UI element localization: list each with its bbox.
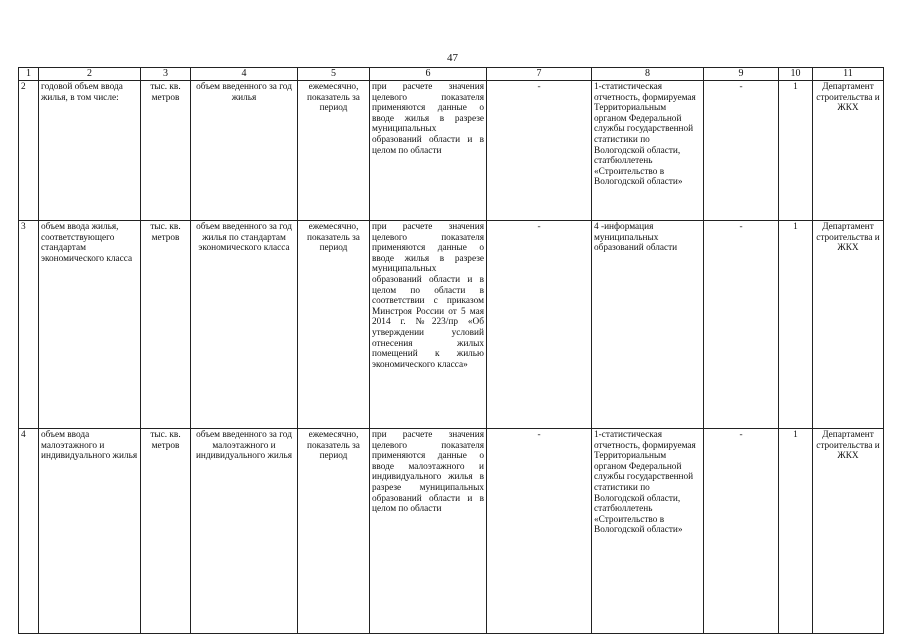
row-number: 2 bbox=[19, 81, 39, 221]
column-9-value: - bbox=[704, 221, 779, 429]
column-7-value: - bbox=[487, 429, 592, 634]
row-number: 3 bbox=[19, 221, 39, 429]
indicator-name: годовой объем ввода жилья, в том числе: bbox=[39, 81, 141, 221]
indicator-name: объем ввода жилья, соответствующего стандартам экономического класса bbox=[39, 221, 141, 429]
column-9-value: - bbox=[704, 429, 779, 634]
indicator-name: объем ввода малоэтажного и индивидуального жилья bbox=[39, 429, 141, 634]
table-row bbox=[19, 221, 884, 429]
periodicity: ежемесячно, показатель за период bbox=[298, 81, 370, 221]
responsible-department: Департамент строительства и ЖКХ bbox=[813, 221, 884, 429]
row-number: 4 bbox=[19, 429, 39, 634]
calculation-method: при расчете значения целевого показателя применяются данные о вводе жилья в разрезе муниципальных образований области и в целом по области в соответствии с приказом Минстроя России от 5 мая 2014 г. №223/пр «Об утверждении условий отнесения жилых помещений к жилью экономического класса» bbox=[370, 221, 487, 429]
data-source: 4 -информация муниципальных образований области bbox=[592, 221, 704, 429]
column-10-value: 1 bbox=[779, 429, 813, 634]
column-number: 3 bbox=[141, 68, 191, 81]
indicator-definition: объем введенного за год жилья bbox=[191, 81, 298, 221]
column-number-row bbox=[19, 68, 884, 81]
table-row bbox=[19, 81, 884, 221]
page-number: 47 bbox=[447, 52, 458, 64]
column-number: 2 bbox=[39, 68, 141, 81]
column-number: 9 bbox=[704, 68, 779, 81]
column-7-value: - bbox=[487, 81, 592, 221]
column-number: 5 bbox=[298, 68, 370, 81]
column-10-value: 1 bbox=[779, 81, 813, 221]
responsible-department: Департамент строительства и ЖКХ bbox=[813, 429, 884, 634]
column-9-value: - bbox=[704, 81, 779, 221]
indicators-table bbox=[18, 67, 884, 634]
data-source: 1-статистическая отчетность, формируемая Территориальным органом Федеральной службы государственной статистики по Вологодской области, статбюллетень «Строительство в Вологодской области» bbox=[592, 81, 704, 221]
column-number: 6 bbox=[370, 68, 487, 81]
calculation-method: при расчете значения целевого показателя применяются данные о вводе малоэтажного и индивидуального жилья в разрезе муниципальных образований области и в целом по области bbox=[370, 429, 487, 634]
column-number: 4 bbox=[191, 68, 298, 81]
column-number: 11 bbox=[813, 68, 884, 81]
calculation-method: при расчете значения целевого показателя применяются данные о вводе жилья в разрезе муниципальных образований области и в целом по области bbox=[370, 81, 487, 221]
unit-of-measure: тыс. кв. метров bbox=[141, 81, 191, 221]
indicator-definition: объем введенного за год малоэтажного и индивидуального жилья bbox=[191, 429, 298, 634]
column-number: 1 bbox=[19, 68, 39, 81]
table-row bbox=[19, 429, 884, 634]
responsible-department: Департамент строительства и ЖКХ bbox=[813, 81, 884, 221]
column-number: 8 bbox=[592, 68, 704, 81]
periodicity: ежемесячно, показатель за период bbox=[298, 429, 370, 634]
column-7-value: - bbox=[487, 221, 592, 429]
unit-of-measure: тыс. кв. метров bbox=[141, 221, 191, 429]
column-number: 7 bbox=[487, 68, 592, 81]
column-10-value: 1 bbox=[779, 221, 813, 429]
column-number: 10 bbox=[779, 68, 813, 81]
indicator-definition: объем введенного за год жилья по стандартам экономического класса bbox=[191, 221, 298, 429]
periodicity: ежемесячно, показатель за период bbox=[298, 221, 370, 429]
unit-of-measure: тыс. кв. метров bbox=[141, 429, 191, 634]
data-source: 1-статистическая отчетность, формируемая Территориальным органом Федеральной службы государственной статистики по Вологодской области, статбюллетень «Строительство в Вологодской области» bbox=[592, 429, 704, 634]
